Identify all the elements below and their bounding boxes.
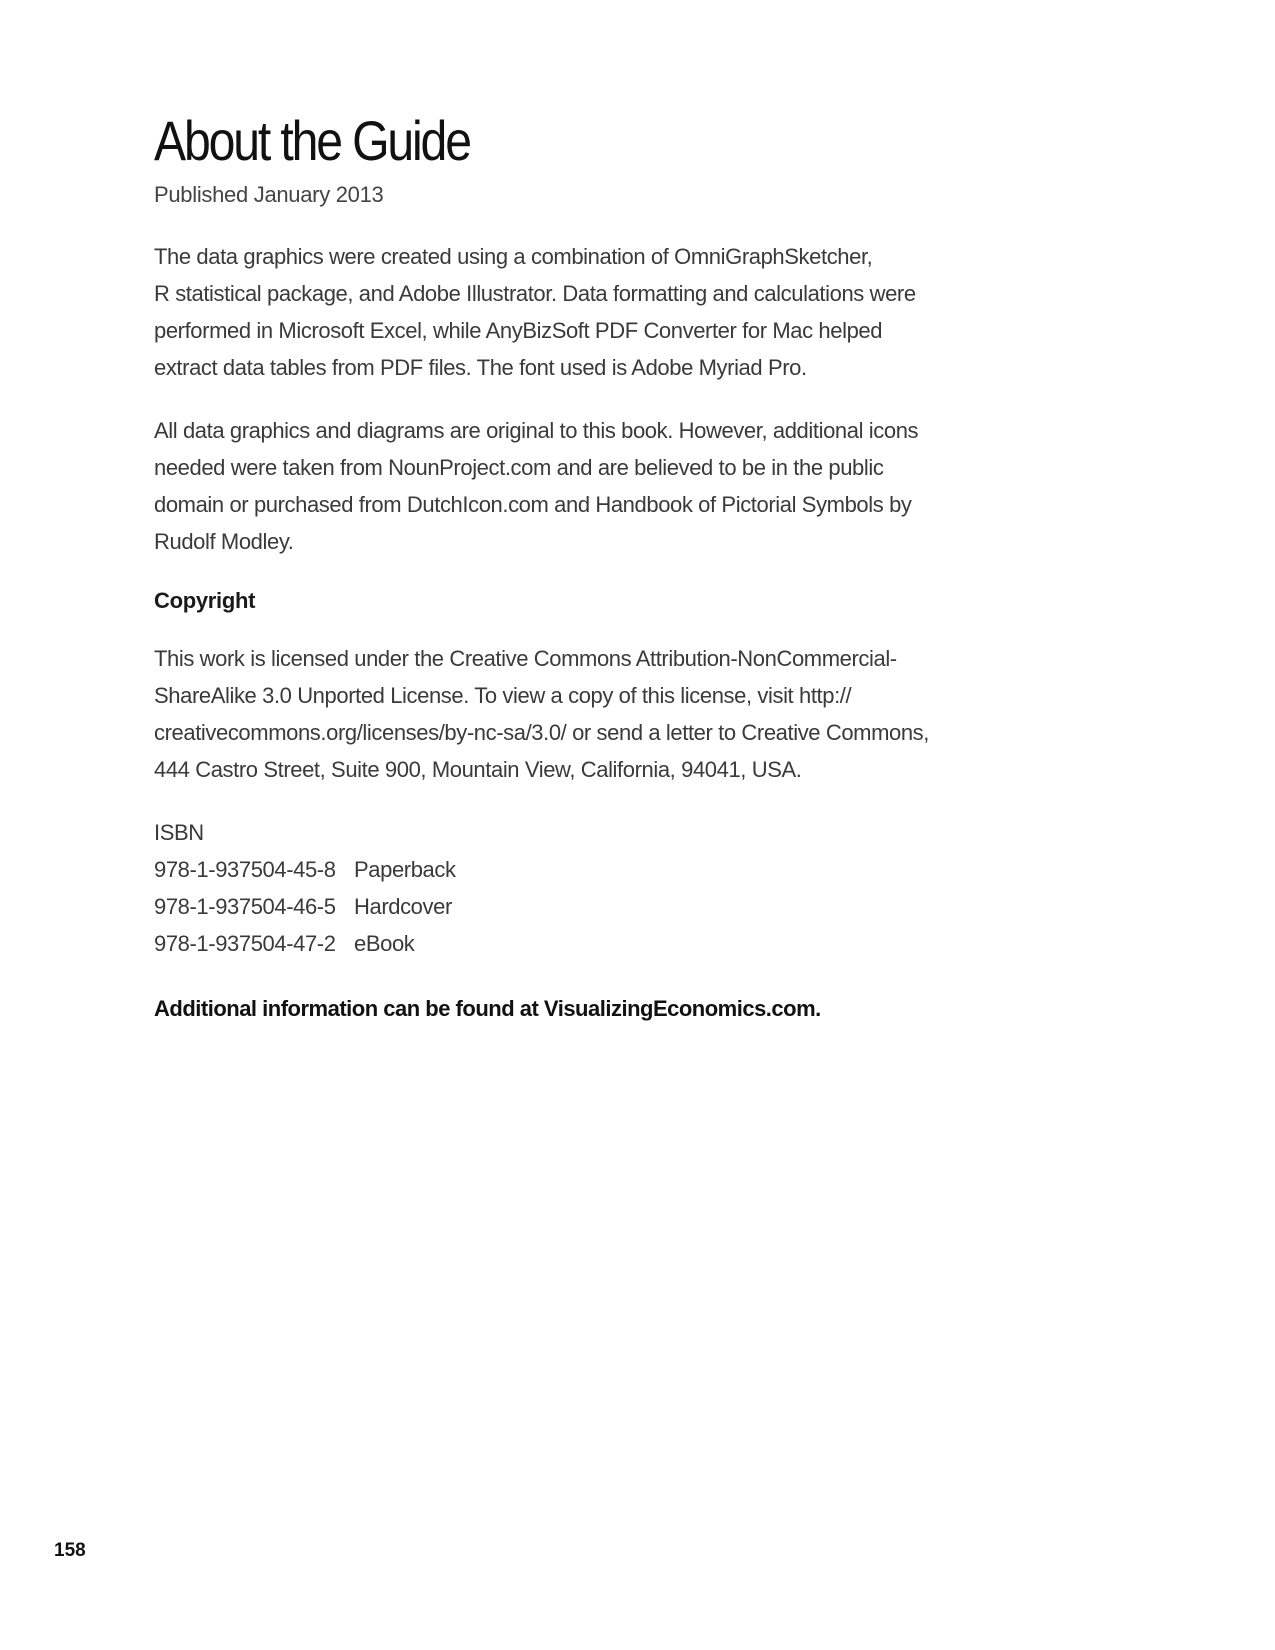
additional-info: Additional information can be found at VisualizingEconomics.com. (154, 995, 821, 1021)
paragraph-tools (154, 238, 1014, 386)
text-line: The data graphics were created using a combination of OmniGraphSketcher, (154, 243, 873, 269)
text-line: performed in Microsoft Excel, while AnyBizSoft PDF Converter for Mac helped (154, 317, 883, 343)
isbn-block (154, 814, 1014, 962)
text-line: creativecommons.org/licenses/by-nc-sa/3.0/ or send a letter to Creative Commons, (154, 719, 929, 745)
text-line: R statistical package, and Adobe Illustrator. Data formatting and calculations were (154, 280, 916, 306)
paragraph-license (154, 640, 1014, 788)
isbn-row (154, 925, 1014, 962)
copyright-heading: Copyright (154, 587, 256, 613)
text-line: domain or purchased from DutchIcon.com and Handbook of Pictorial Symbols by (154, 491, 912, 517)
isbn-number: 978-1-937504-46-5 (154, 893, 336, 919)
isbn-number: 978-1-937504-47-2 (154, 930, 336, 956)
page-number: 158 (54, 1540, 86, 1561)
isbn-format: Paperback (354, 856, 456, 882)
text-line: 444 Castro Street, Suite 900, Mountain View, California, 94041, USA. (154, 756, 802, 782)
text-line: This work is licensed under the Creative Commons Attribution-NonCommercial- (154, 645, 897, 671)
isbn-number: 978-1-937504-45-8 (154, 856, 336, 882)
isbn-format: eBook (354, 930, 415, 956)
text-line: Rudolf Modley. (154, 528, 294, 554)
page-content (154, 110, 1014, 1022)
isbn-row (154, 888, 1014, 925)
isbn-label: ISBN (154, 819, 204, 845)
text-line: ShareAlike 3.0 Unported License. To view a copy of this license, visit http:// (154, 682, 852, 708)
paragraph-icons (154, 412, 1014, 560)
published-date: Published January 2013 (154, 181, 384, 207)
page-title: About the Guide (154, 109, 470, 172)
text-line: extract data tables from PDF files. The font used is Adobe Myriad Pro. (154, 354, 807, 380)
isbn-row (154, 851, 1014, 888)
text-line: All data graphics and diagrams are original to this book. However, additional icons (154, 417, 919, 443)
text-line: needed were taken from NounProject.com and are believed to be in the public (154, 454, 884, 480)
isbn-format: Hardcover (354, 893, 452, 919)
